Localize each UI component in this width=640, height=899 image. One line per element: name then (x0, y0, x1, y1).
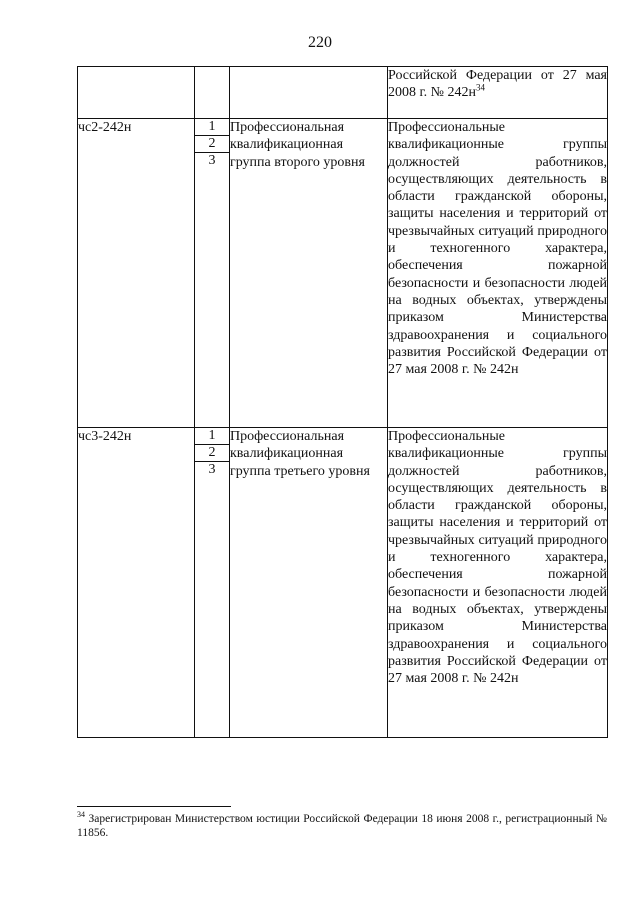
description-cell (388, 67, 608, 119)
footnote-separator (77, 806, 231, 807)
table-row (78, 428, 608, 738)
footnote-marker: 34 (77, 810, 85, 820)
level-number: 3 (208, 462, 216, 477)
level-cell (195, 428, 230, 738)
level-number: 1 (195, 119, 229, 136)
group-name-cell: Профессиональная квалификационная группа второго уровня (230, 119, 388, 428)
code-cell (78, 67, 195, 119)
group-name-cell: Профессиональная квалификационная группа третьего уровня (230, 428, 388, 738)
level-number: 2 (195, 136, 229, 153)
level-number: 1 (195, 428, 229, 445)
level-cell (195, 67, 230, 119)
description-cell: Профессиональные квалификационные группы должностей работников, осуществляющих деятельность в области гражданской обороны, защиты населения и территорий от чрезвычайных ситуаций природного и техногенного характера, обеспечения пожарной безопасности и безопасности людей на водных объектах, утверждены приказом Министерства здравоохранения и социального развития Российской Федерации от 27 мая 2008 г. № 242н (388, 428, 608, 738)
description-cell: Профессиональные квалификационные группы должностей работников, осуществляющих деятельность в области гражданской обороны, защиты населения и территорий от чрезвычайных ситуаций природного и техногенного характера, обеспечения пожарной безопасности и безопасности людей на водных объектах, утверждены приказом Министерства здравоохранения и социального развития Российской Федерации от 27 мая 2008 г. № 242н (388, 119, 608, 428)
level-number: 3 (208, 153, 216, 168)
level-number: 2 (195, 445, 229, 462)
page-number: 220 (308, 34, 332, 51)
footnote-text: Зарегистрирован Министерством юстиции Российской Федерации 18 июня 2008 г., регистрационный № 11856. (77, 813, 607, 839)
footnote-ref: 34 (476, 82, 486, 93)
code-cell: чс3-242н (78, 428, 195, 738)
table-row-continuation (78, 67, 608, 119)
group-name-cell (230, 67, 388, 119)
description-text: Российской Федерации от 27 мая 2008 г. № 242н (388, 68, 607, 101)
code-cell: чс2-242н (78, 119, 195, 428)
footnote (77, 812, 607, 840)
level-cell (195, 119, 230, 428)
table-row (78, 119, 608, 428)
classification-table (77, 66, 608, 738)
